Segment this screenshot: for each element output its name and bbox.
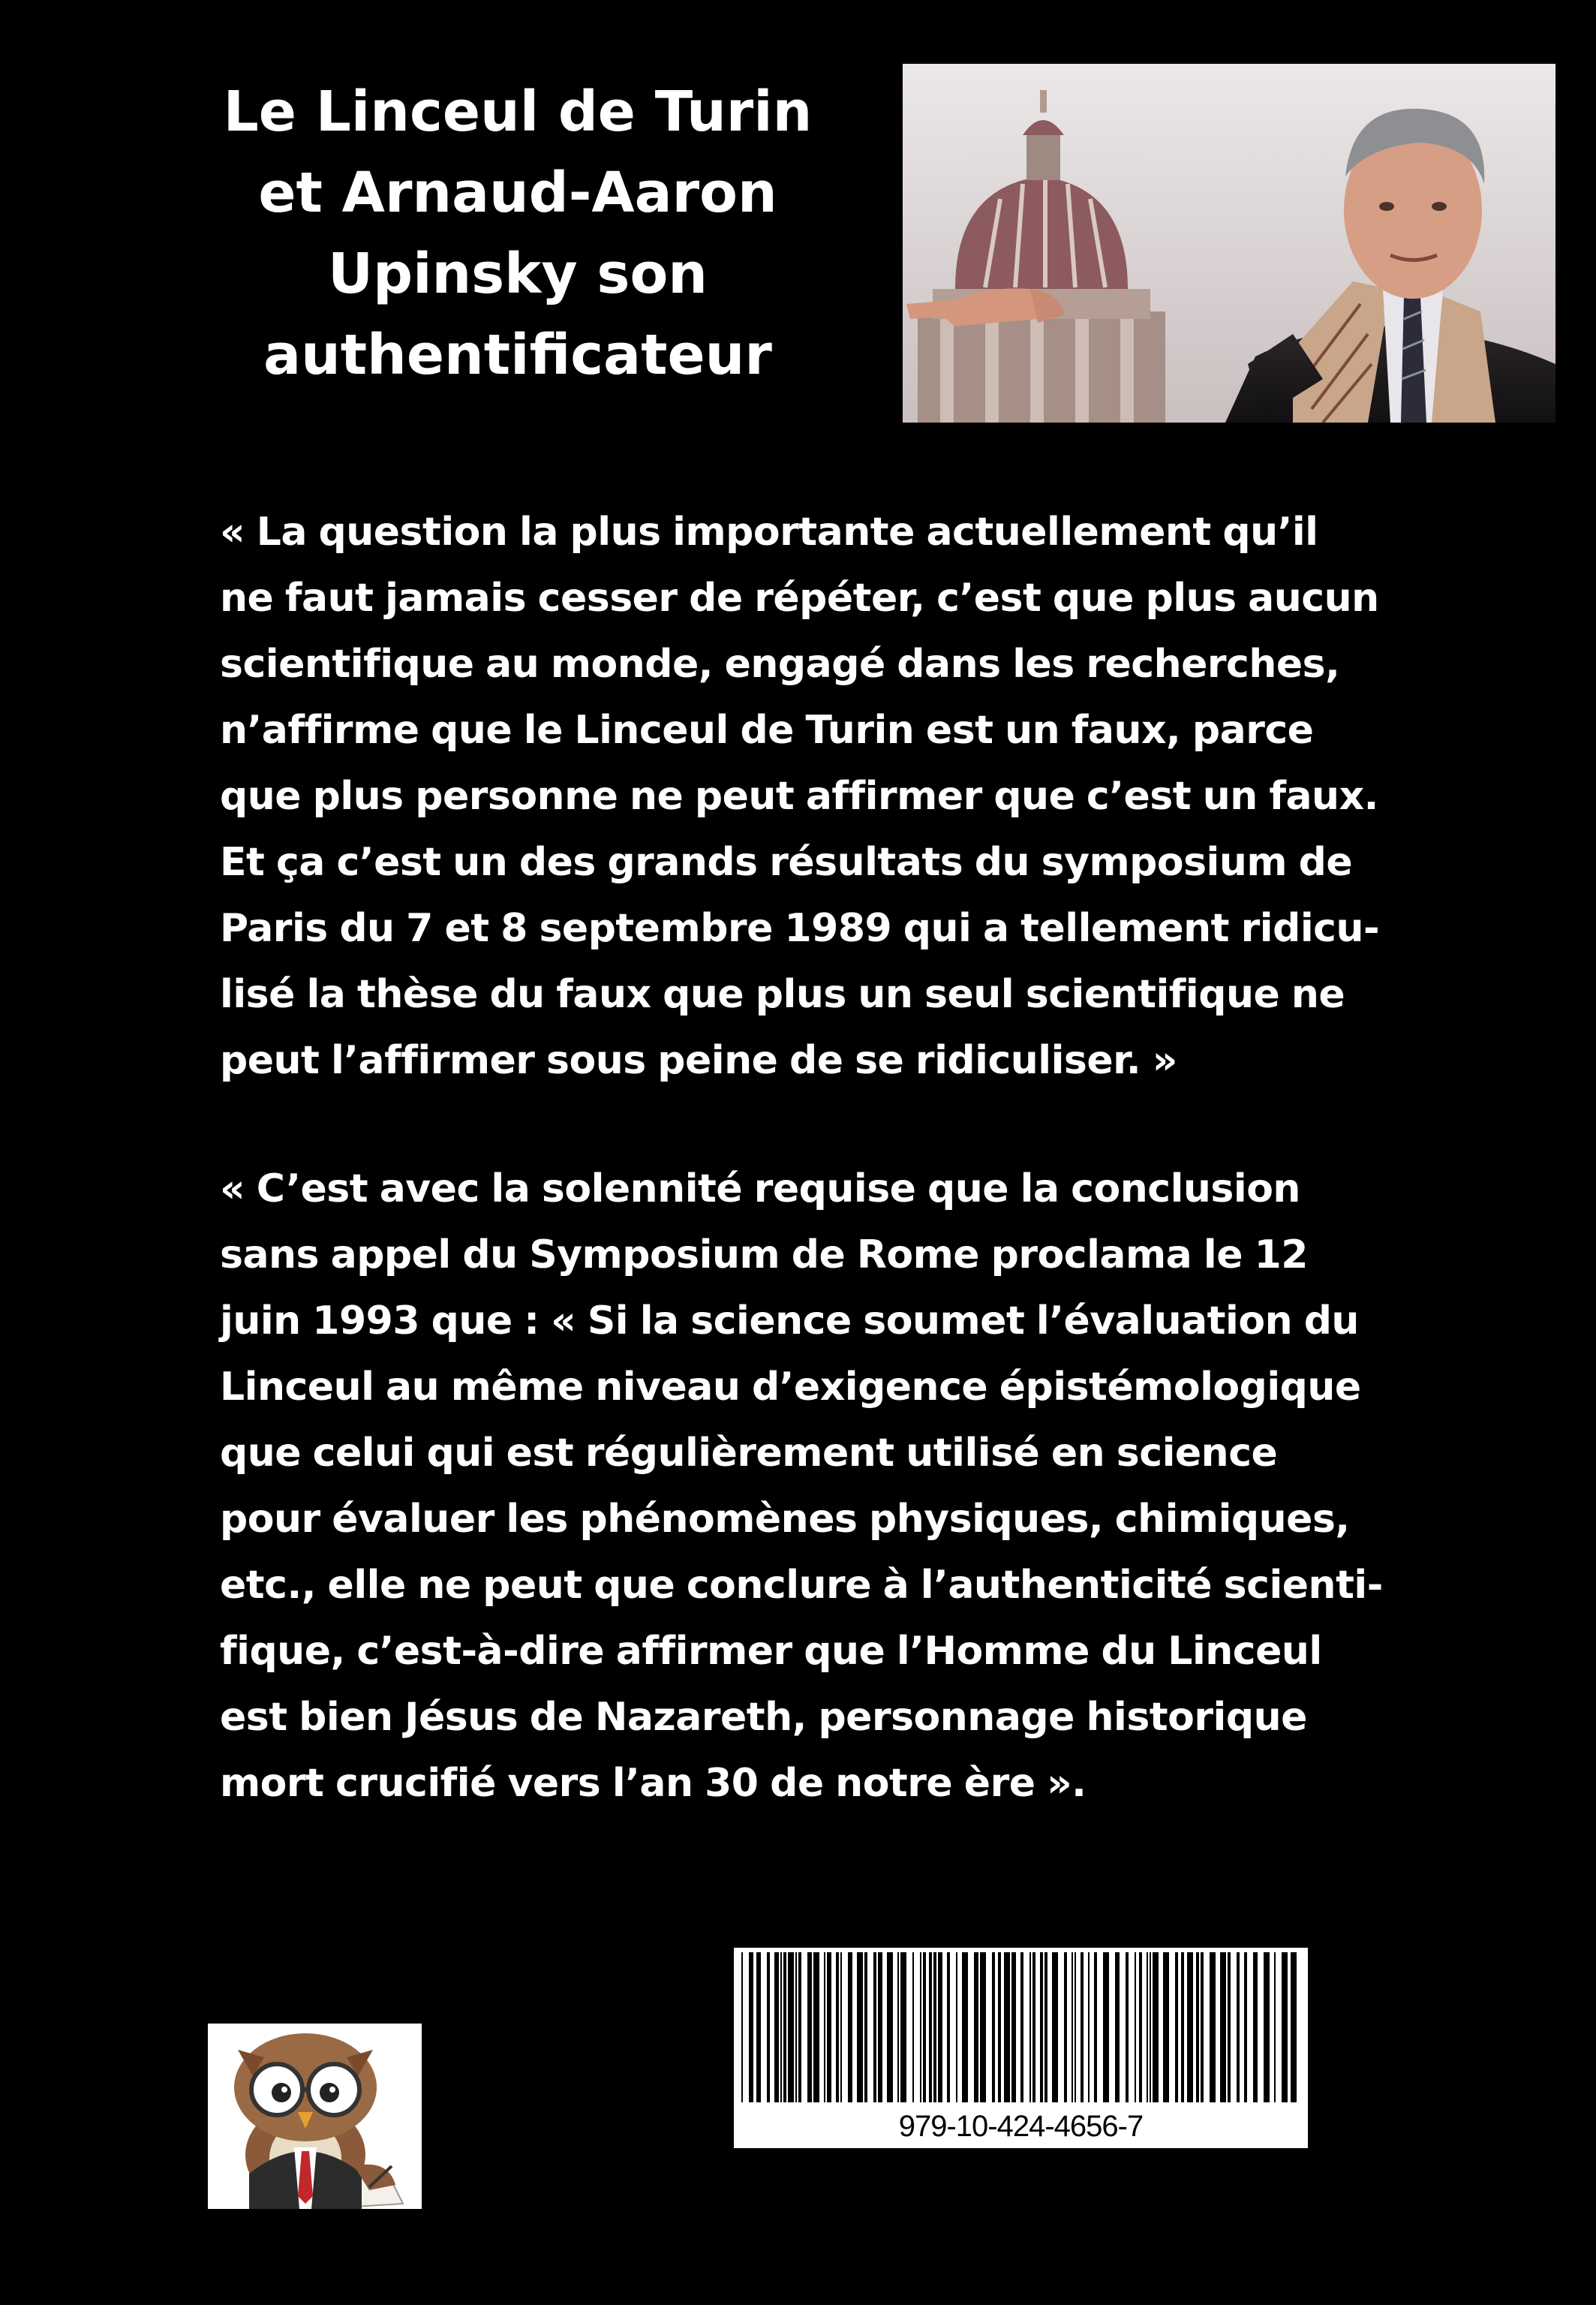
barcode-bar [1135, 1952, 1136, 2102]
barcode-bar [1081, 1952, 1084, 2102]
barcode-bar [1064, 1952, 1067, 2102]
barcode-bar [1282, 1952, 1288, 2102]
barcode-bar [1011, 1952, 1016, 2102]
barcode-bar [933, 1952, 936, 2102]
barcode-bar [1052, 1952, 1058, 2102]
barcode-bar [813, 1952, 819, 2102]
barcode-bar [780, 1952, 782, 2102]
barcode-bar [1139, 1952, 1142, 2102]
barcode-bar [929, 1952, 932, 2102]
barcode-bar [900, 1952, 906, 2102]
barcode-bar [1032, 1952, 1035, 2102]
quote-1-line: que plus personne ne peut affirmer que c’est un faux. [220, 774, 1378, 819]
quote-2-line: etc., elle ne peut que conclure à l’authenticité scienti- [220, 1563, 1383, 1608]
barcode-bar [1253, 1952, 1258, 2102]
barcode-bar [827, 1952, 831, 2102]
quote-1-line: n’affirme que le Linceul de Turin est un faux, parce [220, 708, 1314, 753]
title-line-1: Le Linceul de Turin [223, 80, 813, 144]
barcode-bar [840, 1952, 842, 2102]
barcode-bar [824, 1952, 825, 2102]
barcode-bar [1201, 1952, 1204, 2102]
barcode-bar [857, 1952, 863, 2102]
isbn-barcode [734, 1948, 1308, 2148]
barcode-bar [1228, 1952, 1231, 2102]
barcode-bar [795, 1952, 797, 2102]
barcode-bar [1103, 1952, 1109, 2102]
barcode-bar [1040, 1952, 1043, 2102]
barcode-bar [1220, 1952, 1226, 2102]
barcode-bar [1264, 1952, 1270, 2102]
barcode-bar [749, 1952, 753, 2102]
barcode-bar [807, 1952, 812, 2102]
barcode-bar [848, 1952, 852, 2102]
barcode-bar [992, 1952, 995, 2102]
barcode-bar [1044, 1952, 1047, 2102]
barcode-bar [1072, 1952, 1073, 2102]
quote-2-line: sans appel du Symposium de Rome proclama le 12 [220, 1232, 1308, 1277]
barcode-bar [1181, 1952, 1184, 2102]
quote-2-line: est bien Jésus de Nazareth, personnage historique [220, 1695, 1307, 1740]
quote-2-line: « C’est avec la solennité requise que la conclusion [220, 1166, 1300, 1211]
barcode-bar [774, 1952, 779, 2102]
barcode-bar [1163, 1952, 1169, 2102]
barcode-bar [887, 1952, 893, 2102]
barcode-bar [998, 1952, 1001, 2102]
barcode-bars [734, 1948, 1308, 2105]
barcode-bar [788, 1952, 794, 2102]
isbn-number: 979-10-424-4656-7 [898, 2110, 1144, 2143]
barcode-bar [1004, 1952, 1010, 2102]
quote-1-line: Paris du 7 et 8 septembre 1989 qui a tellement ridicu- [220, 906, 1380, 951]
barcode-bar [878, 1952, 882, 2102]
quote-1-line: lisé la thèse du faux que plus un seul scientifique ne [220, 972, 1345, 1017]
barcode-bar [1274, 1952, 1276, 2102]
quote-paragraph-2 [220, 1156, 1480, 1816]
barcode-bar [1088, 1952, 1090, 2102]
book-title [143, 71, 893, 396]
barcode-bar [873, 1952, 876, 2102]
barcode-bar [1244, 1952, 1247, 2102]
barcode-bar [767, 1952, 770, 2102]
barcode-bar [1094, 1952, 1097, 2102]
owl-logo [208, 2024, 422, 2209]
author-photo [903, 64, 1555, 423]
quote-1-line: « La question la plus importante actuellement qu’il [220, 510, 1318, 555]
barcode-bar [1115, 1952, 1120, 2102]
barcode-bar [798, 1952, 801, 2102]
owl-logo-illustration [208, 2024, 422, 2209]
title-line-2: et Arnaud-Aaron [258, 161, 777, 225]
quote-2-line: juin 1993 que : « Si la science soumet l’évaluation du [220, 1298, 1359, 1344]
barcode-bar [1175, 1952, 1178, 2102]
barcode-bar [1126, 1952, 1129, 2102]
barcode-bar [741, 1952, 743, 2102]
barcode-bar [923, 1952, 926, 2102]
quote-1-line: scientifique au monde, engagé dans les recherches, [220, 642, 1340, 687]
author-photo-illustration [903, 64, 1555, 423]
quote-1-line: ne faut jamais cesser de répéter, c’est que plus aucun [220, 576, 1379, 621]
barcode-bar [1029, 1952, 1031, 2102]
title-line-3: Upinsky son [328, 242, 708, 306]
barcode-bar [1196, 1952, 1199, 2102]
barcode-bar [1153, 1952, 1159, 2102]
barcode-bar [1187, 1952, 1193, 2102]
title-line-4: authentificateur [263, 323, 772, 387]
barcode-bar [974, 1952, 978, 2102]
quote-2-line: pour évaluer les phénomènes physiques, chimiques, [220, 1497, 1350, 1542]
barcode-bar [1291, 1952, 1297, 2102]
barcode-bar [980, 1952, 986, 2102]
barcode-bar [956, 1952, 957, 2102]
barcode-bar [1075, 1952, 1076, 2102]
barcode-bar [756, 1952, 761, 2102]
quote-2-line: que celui qui est régulièrement utilisé en science [220, 1431, 1278, 1476]
barcode-bar [947, 1952, 950, 2102]
barcode-bar [864, 1952, 867, 2102]
quote-2-line: mort crucifié vers l’an 30 de notre ère ». [220, 1761, 1087, 1806]
barcode-bar [1020, 1952, 1023, 2102]
barcode-bar [897, 1952, 899, 2102]
barcode-bar [783, 1952, 786, 2102]
quote-1-line: peut l’affirmer sous peine de se ridiculiser. » [220, 1038, 1177, 1083]
quote-2-line: Linceul au même niveau d’exigence épistémologique [220, 1365, 1361, 1410]
barcode-bar [912, 1952, 914, 2102]
barcode-bar [920, 1952, 921, 2102]
barcode-bar [1237, 1952, 1240, 2102]
barcode-bar [938, 1952, 942, 2102]
quote-paragraph-1 [220, 499, 1480, 1094]
barcode-bar [1150, 1952, 1151, 2102]
barcode-bar [1210, 1952, 1216, 2102]
barcode-bar [836, 1952, 839, 2102]
quote-1-line: Et ça c’est un des grands résultats du symposium de [220, 840, 1353, 885]
barcode-bar [962, 1952, 968, 2102]
barcode-bar [1147, 1952, 1148, 2102]
quote-2-line: fique, c’est-à-dire affirmer que l’Homme du Linceul [220, 1629, 1322, 1674]
